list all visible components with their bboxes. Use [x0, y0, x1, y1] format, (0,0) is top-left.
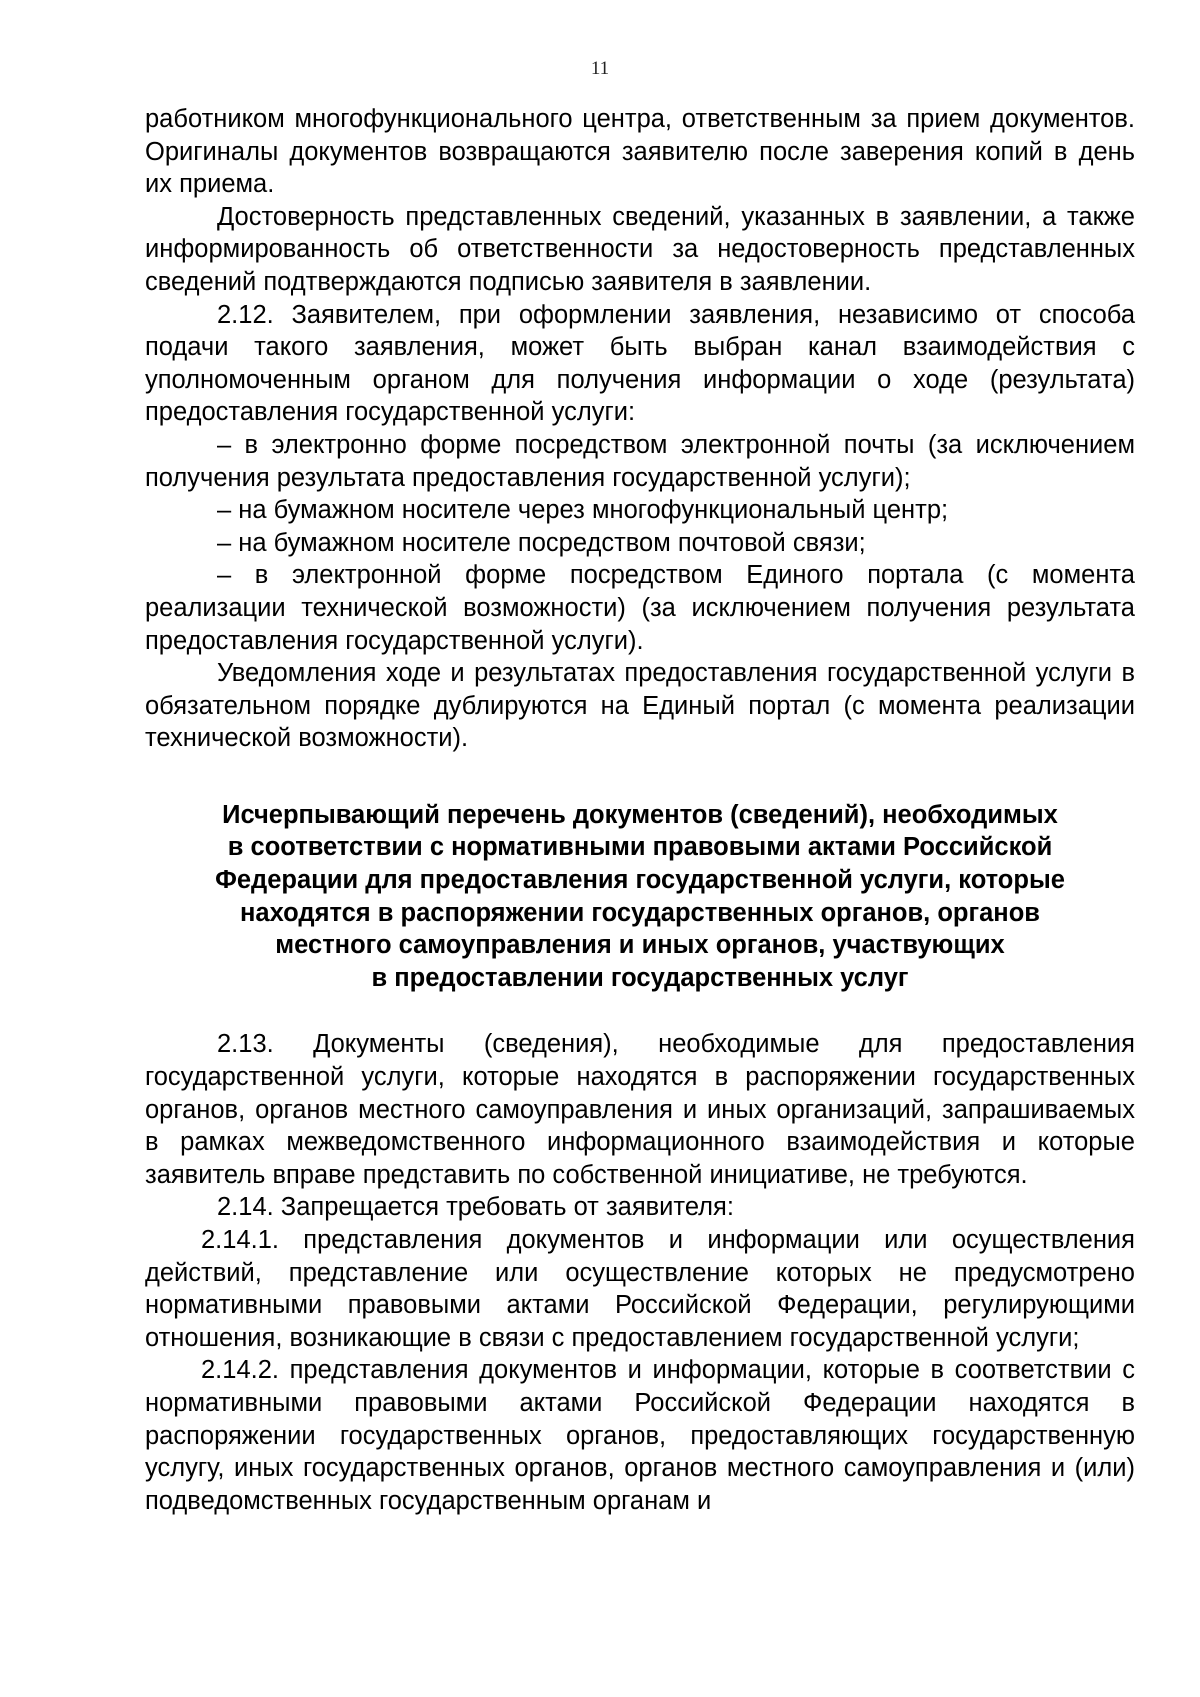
list-item-mfc: – на бумажном носителе через многофункциональный центр;: [217, 496, 949, 525]
spacer: [145, 994, 1135, 1028]
heading-line: находятся в распоряжении государственных органов, органов: [240, 898, 1040, 927]
heading-line: Федерации для предоставления государственной услуги, которые: [215, 866, 1065, 895]
paragraph-2-13: 2.13. Документы (сведения), необходимые для предоставления государственной услуги, которые находятся в распоряжении государственных органов, органов местного самоуправления и иных организаций, запрашиваемых в рамках межведомственного информационного взаимодействия и которые заявитель вправе представить по собственной инициативе, не требуются.: [145, 1030, 1135, 1189]
section-heading: [145, 799, 1135, 995]
paragraph-notice: Уведомления ходе и результатах предоставления государственной услуги в обязательном порядке дублируются на Единый портал (с момента реализации технической возможности).: [145, 659, 1135, 753]
heading-line: местного самоуправления и иных органов, участвующих: [275, 931, 1005, 960]
paragraph-2-12: 2.12. Заявителем, при оформлении заявления, независимо от способа подачи такого заявления, может быть выбран канал взаимодействия с уполномоченным органом для получения информации о ходе (результата) предоставления государственной услуги:: [145, 300, 1135, 427]
list-item-portal: – в электронной форме посредством Единого портала (с момента реализации технической возможности) (за исключением получения результата предоставления государственной услуги).: [145, 561, 1135, 655]
paragraph-2-14-2: 2.14.2. представления документов и информации, которые в соответствии с нормативными правовыми актами Российской Федерации находятся в распоряжении государственных органов, предоставляющих государственную услугу, иных государственных органов, органов местного самоуправления и (или) подведомственных государственным органам и: [145, 1356, 1135, 1515]
heading-line: в соответствии с нормативными правовыми актами Российской: [227, 833, 1053, 862]
page-number: 11: [590, 58, 610, 79]
list-item-post: – на бумажном носителе посредством почтовой связи;: [217, 528, 866, 557]
paragraph-continuation: работником многофункционального центра, ответственным за прием документов. Оригиналы документов возвращаются заявителю после заверения копий в день их приема.: [145, 105, 1135, 199]
heading-line: Исчерпывающий перечень документов (сведений), необходимых: [222, 800, 1058, 829]
list-item-email: – в электронно форме посредством электронной почты (за исключением получения результата предоставления государственной услуги);: [145, 430, 1135, 492]
paragraph-reliability: Достоверность представленных сведений, указанных в заявлении, а также информированность об ответственности за недостоверность представленных сведений подтверждаются подписью заявителя в заявлении.: [145, 202, 1135, 296]
heading-line: в предоставлении государственных услуг: [371, 963, 909, 992]
document-body: [145, 103, 1135, 1517]
paragraph-2-14: 2.14. Запрещается требовать от заявителя:: [217, 1193, 734, 1222]
paragraph-2-14-1: 2.14.1. представления документов и информации или осуществления действий, представление или осуществление которых не предусмотрено нормативными правовыми актами Российской Федерации, регулирующими отношения, возникающие в связи с предоставлением государственной услуги;: [145, 1226, 1135, 1352]
